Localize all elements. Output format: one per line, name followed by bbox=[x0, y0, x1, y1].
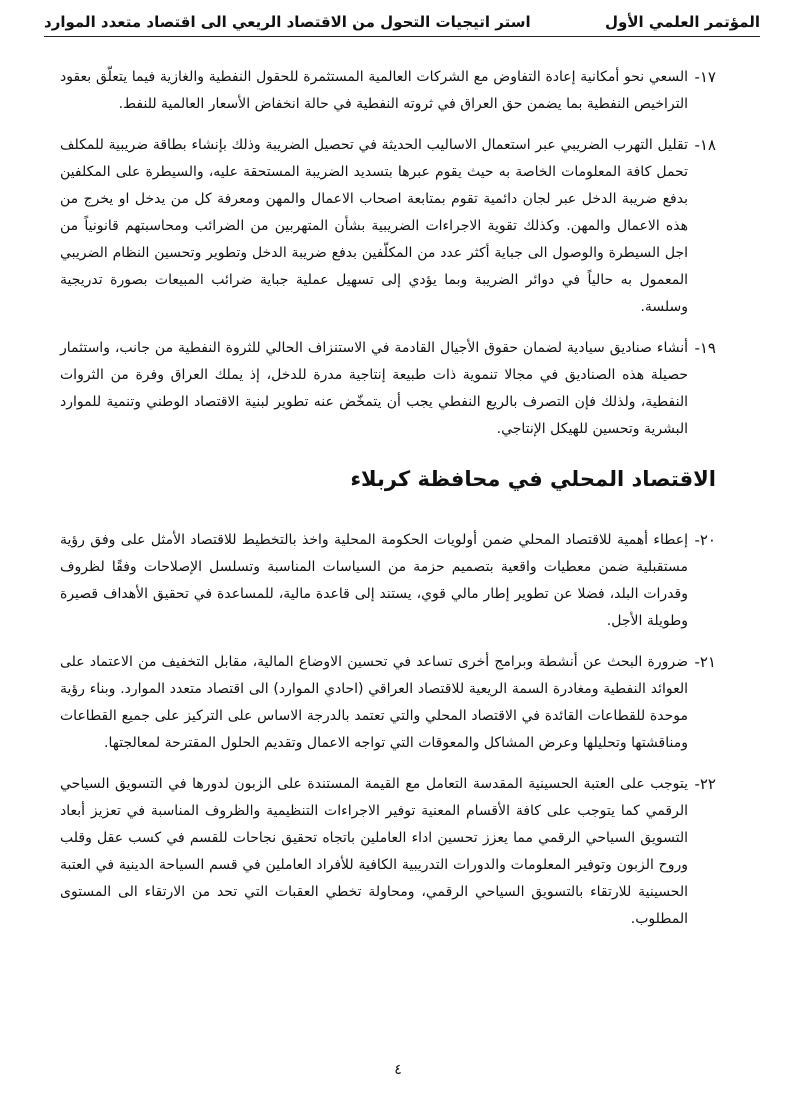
page-number: ٤ bbox=[394, 1062, 402, 1078]
header-divider bbox=[44, 36, 760, 37]
item-text: ضرورة البحث عن أنشطة وبرامج أخرى تساعد في تحسين الاوضاع المالية، مقابل التخفيف من الاعتماد على العوائد النفطية ومغادرة السمة الريعية للاقتصاد العراقي (احادي الموارد) الى اقتصاد متعدد الموارد. وبناء رؤية موحدة للقطاعات القائدة في الاقتصاد المحلي والتي تعتمد بالدرجة الاساس على التركيز على جميع القطاعات ومناقشتها وتحليلها وعرض المشاكل والمعوقات التي تواجه الاعمال وتقديم الحلول المقترحة لمعالجتها. bbox=[60, 654, 688, 751]
conference-name: المؤتمر العلمي الأول bbox=[605, 13, 760, 31]
page-body bbox=[60, 64, 716, 933]
section-heading: الاقتصاد المحلي في محافظة كربلاء bbox=[350, 467, 716, 491]
item-text: أنشاء صناديق سيادية لضمان حقوق الأجيال القادمة في الاستنزاف الحالي للثروة النفطية من جانب، واستثمار حصيلة هذه الصناديق في مجالا تنموية ذات طبيعة إنتاجية مدرة للدخل، إذ يملك العراق وفرة من الثروات النفطية، ولذلك فإن التصرف بالريع النفطي يجب أن يتمخّض عنه تطوير لبنية الاقتصاد الوطني وتنمية للموارد البشرية وتحسين للهيكل الإنتاجي. bbox=[60, 340, 688, 437]
list-item bbox=[60, 132, 716, 321]
list-item bbox=[60, 771, 716, 933]
list-item bbox=[60, 335, 716, 443]
item-text: إعطاء أهمية للاقتصاد المحلي ضمن أولويات الحكومة المحلية واخذ بالتخطيط للاقتصاد الأمثل على وفق رؤية مستقبلية ضمن معطيات واقعية بتصميم حزمة من السياسات المناسبة وتسلسل الإصلاحات وفقًا لظروف وقدرات البلد، فضلا عن تطوير إطار مالي قوي، يستند إلى قاعدة مالية، للمساعدة في تحقيق الأهداف قصيرة وطويلة الأجل. bbox=[60, 532, 688, 629]
item-number: ٢٠- bbox=[694, 531, 716, 549]
item-number: ١٩- bbox=[694, 339, 716, 357]
list-item bbox=[60, 649, 716, 757]
list-item bbox=[60, 527, 716, 635]
item-text: تقليل التهرب الضريبي عبر استعمال الاساليب الحديثة في تحصيل الضريبة وذلك بإنشاء بطاقة ضريبية للمكلف تحمل كافة المعلومات الخاصة به حيث يقوم عبرها بتسديد الضريبة المستحقة عليه، والسيطرة على المكلفين بدفع ضريبة الدخل عبر لجان دائمية تقوم بمتابعة اصحاب الاعمال والمهن ومعرفة كل من يدخل او يخرج من هذه الاعمال والمهن. وكذلك تقوية الاجراءات الضريبية بشأن المتهربين من الضرائب ومحاسبتهم قانونياً من اجل السيطرة والوصول الى جباية أكثر عدد من المكلّفين بدفع ضريبة الدخل وتطوير وتحسين النظام الضريبي المعمول به حالياً في دوائر الضريبة وبما يؤدي إلى تسهيل عملية جباية ضرائب المبيعات بصورة تدريجية وسلسة. bbox=[60, 137, 688, 315]
list-item bbox=[60, 64, 716, 118]
item-number: ٢٢- bbox=[694, 775, 716, 793]
item-number: ١٨- bbox=[694, 136, 716, 154]
paper-title: استر اتيجيات التحول من الاقتصاد الريعي الى اقتصاد متعدد الموارد bbox=[44, 13, 531, 31]
item-number: ١٧- bbox=[694, 68, 716, 86]
item-text: يتوجب على العتبة الحسينية المقدسة التعامل مع القيمة المستندة على الزبون لدورها في التسويق السياحي الرقمي كما يتوجب على كافة الأقسام المعنية توفير الاجراءات التنظيمية والظروف المناسبة في تعزيز أبعاد التسويق السياحي الرقمي مما يعزز تحسين اداء العاملين باتجاه تحقيق نجاحات للقسم في كسب عقل وقلب وروح الزبون وتوفير المعلومات والدورات التدريبية الكافية للأفراد العاملين في قسم السياحة الدينية في العتبة الحسينية للارتقاء بالتسويق السياحي الرقمي، ومحاولة تخطي العقبات التي تحد من الارتقاء الى المستوى المطلوب. bbox=[60, 776, 688, 927]
page-header bbox=[44, 10, 760, 34]
item-text: السعي نحو أمكانية إعادة التفاوض مع الشركات العالمية المستثمرة للحقول النفطية والغازية فيما يتعلّق بعقود التراخيص النفطية بما يضمن حق العراق في ثروته النفطية في حالة انخفاض الأسعار العالمية للنفط. bbox=[60, 69, 688, 112]
item-number: ٢١- bbox=[694, 653, 716, 671]
